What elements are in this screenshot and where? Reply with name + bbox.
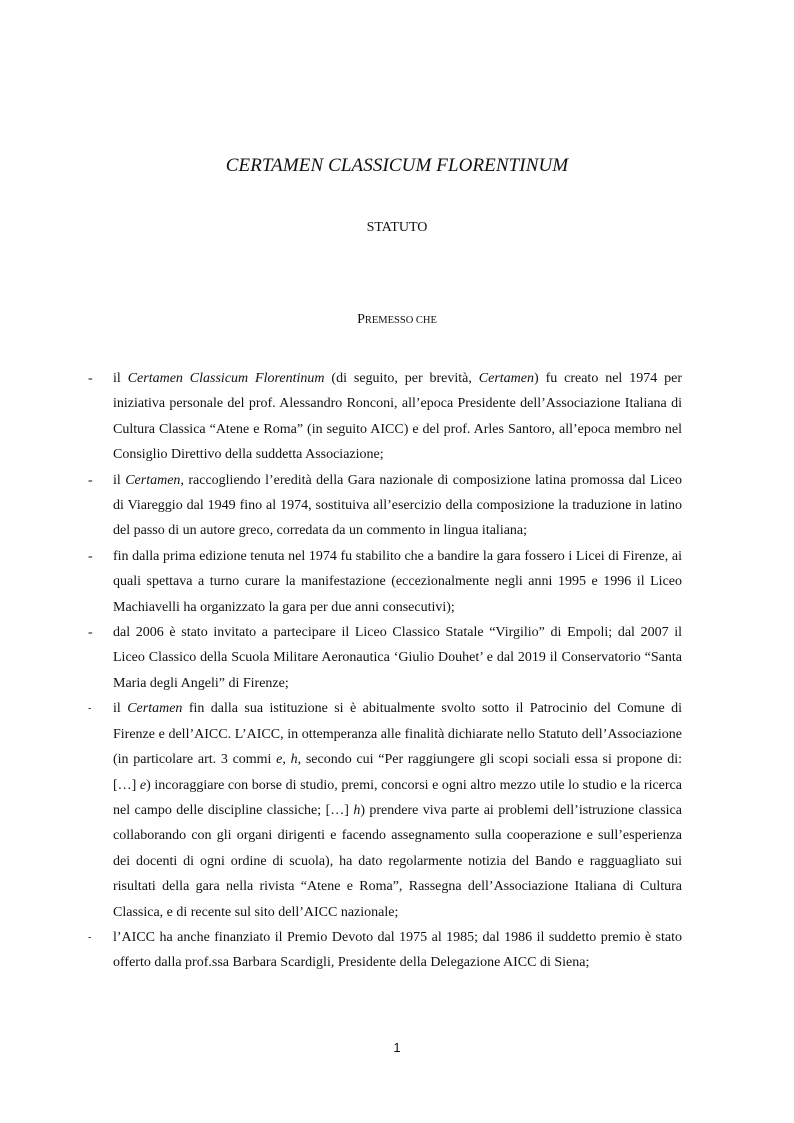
premise-item [0,620,794,696]
text-run: ) fu creato nel 1974 per iniziativa personale del prof. Alessandro Ronconi, all’epoca Presidente dell’Associazione Italiana di Cultura Classica “Atene e Roma” (in seguito AICC) e del prof. Arles Santoro, all’epoca membro nel Consiglio Direttivo della suddetta Associazione; [113,371,683,463]
text-run: fin dalla prima edizione tenuta nel 1974 fu stabilito che a bandire la gara fossero i Licei di Firenze, ai quali spettava a turno curare la manifestazione (eccezionalmente negli anni 1995 e 1996 il Liceo Machiavelli ha organizzato la gara per due anni consecutivi); [113,548,682,615]
text-run: ) incoraggiare con borse di studio, premi, concorsi e ogni altro mezzo utile lo studio e la ricerca nel campo delle discipline classiche; […] [113,777,682,818]
premise-text [113,366,682,468]
italic-term: Certamen [478,371,534,386]
text-run: fin dalla sua istituzione si è abitualmente svolto sotto il Patrocinio del Comune di Firenze e dell’AICC. L’AICC, in ottemperanza alle finalità dichiarate nello Statuto dell’Associazione (in particolare art. 3 commi [113,701,682,768]
italic-term: h [290,752,298,768]
premise-item [0,366,794,468]
document-subtitle: STATUTO [366,220,428,235]
text-run: dal 2006 è stato invitato a partecipare il Liceo Classico Statale “Virgilio” di Empoli; dal 2007 il Liceo Classico della Scuola Militare Aeronautica ‘Giulio Douhet’ e dal 2019 il Conservatorio “Santa Maria degli Angeli” di Firenze; [113,625,682,691]
list-bullet: - [88,703,92,715]
list-bullet: - [88,472,93,488]
italic-term: e [139,777,147,793]
premise-text [113,696,682,925]
text-run: , raccogliendo l’eredità della Gara nazionale di composizione latina promossa dal Liceo di Viareggio dal 1949 fino al 1974, sostituiva all’esercizio della composizione la traduzione in latino del passo di un autore greco, corredata da un commento in lingua italiana; [113,472,683,539]
list-bullet: - [88,548,93,564]
document-title: CERTAMEN CLASSICUM FLORENTINUM [225,155,569,176]
text-run: il [113,701,128,717]
italic-term: Certamen [125,472,181,488]
premise-text [113,544,682,620]
premise-item [0,696,794,925]
italic-term: Certamen Classicum Florentinum [127,371,325,386]
section-heading-rest: REMESSO CHE [364,315,437,326]
text-run: il [113,371,128,386]
list-bullet: - [88,625,93,641]
list-bullet: - [88,371,93,386]
premises-list [0,366,794,976]
list-bullet: - [88,931,92,943]
premise-item [0,544,794,620]
italic-term: e [276,752,283,768]
premise-text [113,620,682,696]
text-run: (di seguito, per brevità, [324,371,479,386]
text-run: , [282,752,291,768]
text-run: l’AICC ha anche finanziato il Premio Devoto dal 1975 al 1985; dal 1986 il suddetto premio è stato offerto dalla prof.ssa Barbara Scardigli, Presidente della Delegazione AICC di Siena; [113,929,682,971]
premise-text [113,925,682,976]
page-number: 1 [393,1040,401,1055]
section-heading-initial: P [357,312,365,327]
premise-item [0,468,794,544]
text-run: il [113,472,126,488]
section-heading [0,311,794,330]
premise-text [113,468,682,544]
italic-term: h [353,802,361,818]
text-run: ) prendere viva parte ai problemi dell’istruzione classica collaborando con gli organi dirigenti e facendo assegnamento sulla cooperazione e sull’esperienza dei docenti di ogni ordine di scuola), ha dato regolarmente notizia del Bando e ragguagliato sui risultati della gara nella rivista “Atene e Roma”, Rassegna dell’Associazione Italiana di Cultura Classica, e di recente sul sito dell’AICC nazionale; [113,802,682,920]
italic-term: Certamen [127,701,183,717]
text-run: , secondo cui “Per raggiungere gli scopi sociali essa si propone di: […] [113,752,682,793]
premise-item [0,925,794,976]
